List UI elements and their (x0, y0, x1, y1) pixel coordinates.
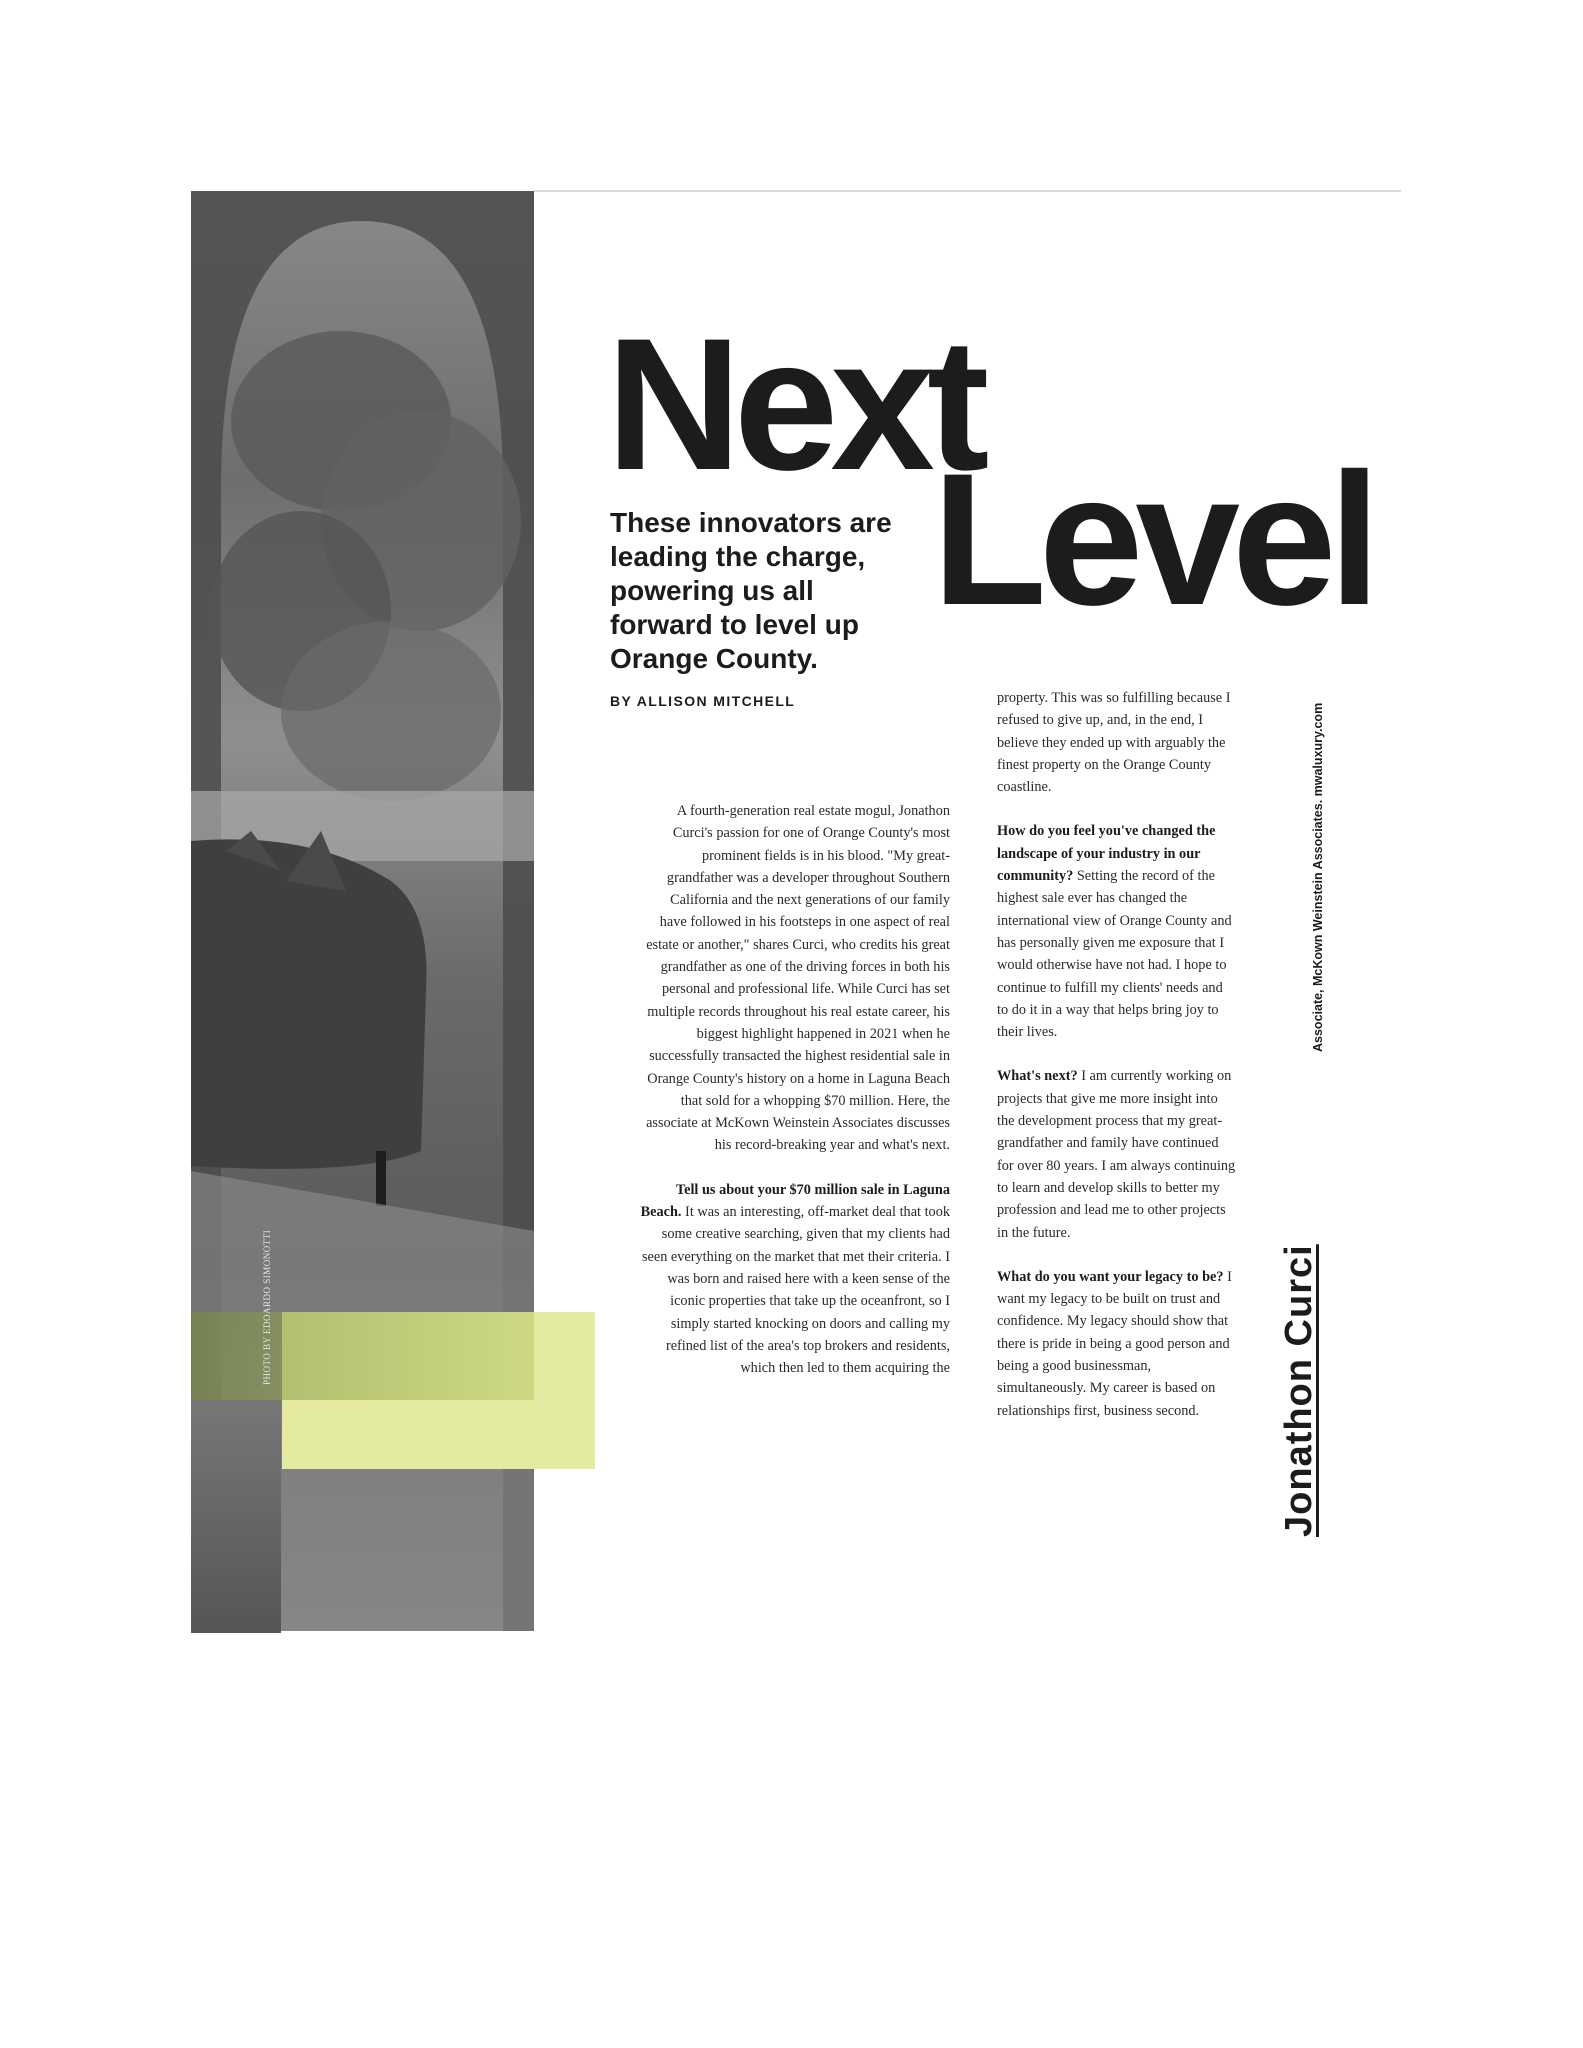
question-4: What do you want your legacy to be? (997, 1268, 1224, 1285)
photo-floor-tint (191, 1312, 534, 1400)
question-1: Tell us about your $70 million sale in Laguna Beach. (640, 1181, 950, 1221)
photo-credit: PHOTO BY EDOARDO SIMONOTTI (262, 1229, 272, 1385)
question-2: How do you feel you've changed the landscape of your industry in our community? (997, 823, 1216, 885)
photo-lower-strip (191, 1400, 281, 1633)
intro-paragraph: A fourth-generation real estate mogul, Jonathon Curci's passion for one of Orange County's most prominent fields is in his blood. "My great-grandfather was a developer throughout Southern California and the next generations of our family have followed in his footsteps in one aspect of real estate or another," shares Curci, who credits his great grandfather as one of the driving forces in both his personal and professional life. While Curci has set multiple records throughout his real estate career, his biggest highlight happened in 2021 when he successfully transacted the highest residential sale in Orange County's history on a home in Laguna Beach that sold for a whopping $70 million. Here, the associate at McKown Weinstein Associates discusses his record-breaking year and what's next. (646, 803, 950, 1154)
answer-3: I am currently working on projects that give me more insight into the development process that my great-grandfather and family have continued for over 80 years. I am always continuing to learn and develop skills to better my profession and lead me to other projects in the future. (997, 1068, 1236, 1241)
qa-paragraph-3 (997, 1065, 1237, 1243)
answer-1-continued: property. This was so fulfilling because I refused to give up, and, in the end, I believe they ended up with arguably the finest property on the Orange County coastline. (997, 690, 1231, 796)
article-deck: These innovators are leading the charge, powering us all forward to level up Orange County. (610, 507, 892, 674)
answer-2: Setting the record of the highest sale ever has changed the international view of Orange County and has personally given me exposure that I would otherwise have not had. I hope to continue to fulfill my clients' needs and to do it in a way that helps bring joy to their lives. (997, 868, 1232, 1041)
qa-paragraph-2 (997, 820, 1237, 1043)
title-line-next: Next (606, 299, 982, 509)
qa-paragraph-1 (640, 1179, 950, 1380)
title-line-level: Level (932, 434, 1373, 644)
body-column-left (640, 800, 950, 1401)
body-column-right (997, 687, 1237, 1444)
profile-name: Jonathon Curci (1278, 1244, 1320, 1537)
profile-role: Associate, McKown Weinstein Associates. mwaluxury.com (1311, 702, 1325, 1052)
top-rule (534, 190, 1401, 192)
question-3: What's next? (997, 1068, 1078, 1085)
qa-paragraph-4 (997, 1266, 1237, 1422)
byline: BY ALLISON MITCHELL (610, 693, 796, 709)
answer-4: I want my legacy to be built on trust and confidence. My legacy should show that there is pride in being a good person and being a good businessman, simultaneously. My career is based on relationships first, business second. (997, 1268, 1232, 1419)
answer-1: It was an interesting, off-market deal that took some creative searching, given that my clients had seen everything on the market that met their criteria. I was born and raised here with a keen sense of the iconic properties that take up the oceanfront, so I simply started knocking on doors and calling my refined list of the area's top brokers and residents, which then led to them acquiring the (641, 1204, 950, 1377)
